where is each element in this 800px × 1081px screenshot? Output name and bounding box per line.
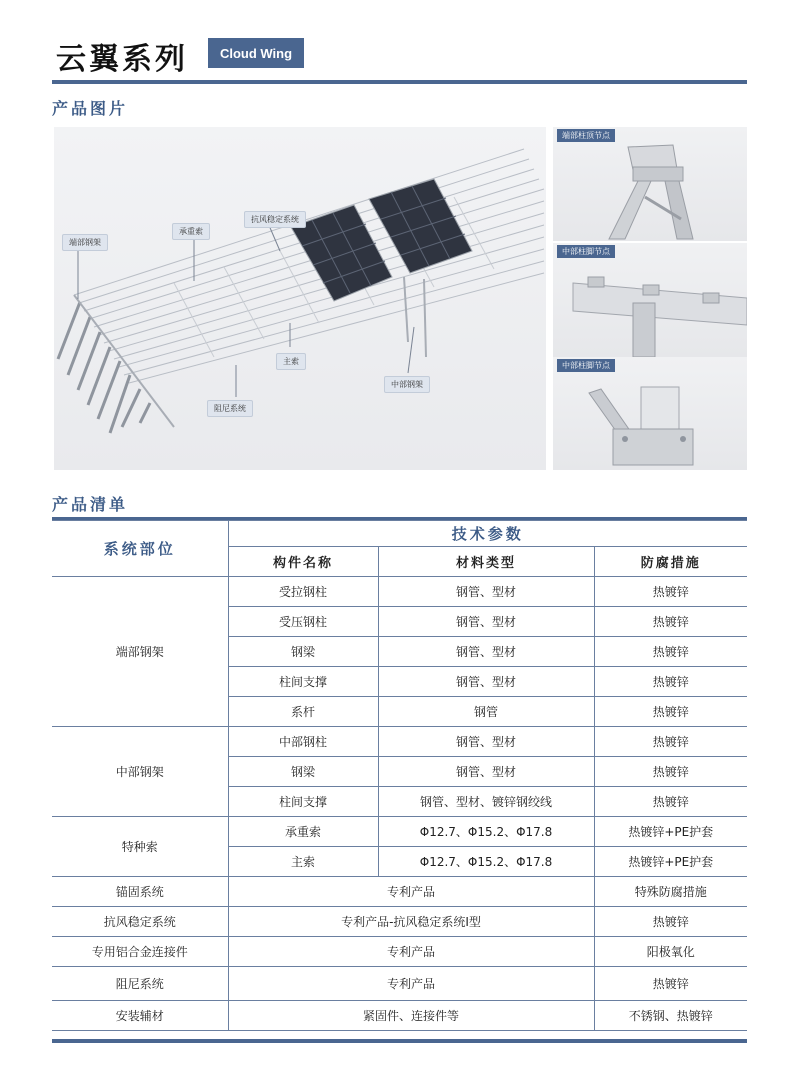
cell-component: 主索: [228, 847, 378, 877]
table-row: [52, 967, 747, 1001]
cell-component: 受压钢柱: [228, 607, 378, 637]
cell-component: 钢梁: [228, 637, 378, 667]
group-special-cable: 特种索: [52, 817, 228, 877]
callout-damping: 阻尼系统: [207, 400, 253, 417]
table-row: [52, 817, 747, 847]
cell-material: 钢管、型材: [378, 577, 594, 607]
cell-material: 钢管、型材: [378, 727, 594, 757]
cell-position: 安装辅材: [52, 1001, 228, 1031]
header-material: 材料类型: [378, 547, 594, 577]
spec-table: [52, 520, 747, 1031]
table-header-row-1: [52, 521, 747, 547]
cell-component: 柱间支撑: [228, 667, 378, 697]
cell-corrosion: 热镀锌: [594, 697, 747, 727]
cell-corrosion: 热镀锌: [594, 787, 747, 817]
cell-material: Φ12.7、Φ15.2、Φ17.8: [378, 817, 594, 847]
cell-material: 钢管、型材、镀锌钢绞线: [378, 787, 594, 817]
cell-corrosion: 热镀锌: [594, 967, 747, 1001]
header-tech: 技术参数: [228, 521, 747, 547]
cell-corrosion: 热镀锌: [594, 907, 747, 937]
cell-spec: 专利产品: [228, 967, 594, 1001]
top-rule: [52, 80, 747, 84]
cell-corrosion: 热镀锌: [594, 667, 747, 697]
section-title-list: 产品清单: [52, 495, 129, 514]
cell-corrosion: 热镀锌: [594, 607, 747, 637]
cell-material: Φ12.7、Φ15.2、Φ17.8: [378, 847, 594, 877]
cell-position: 专用铝合金连接件: [52, 937, 228, 967]
callout-main-cable: 主索: [276, 353, 306, 370]
cell-corrosion: 阳极氧化: [594, 937, 747, 967]
cell-corrosion: 特殊防腐措施: [594, 877, 747, 907]
callout-wind-system: 抗风稳定系统: [244, 211, 306, 228]
main-product-image: [54, 127, 546, 470]
table-row: [52, 727, 747, 757]
end-column-top-node-illustration: [553, 127, 747, 241]
table-row: [52, 907, 747, 937]
cell-component: 受拉钢柱: [228, 577, 378, 607]
table-row: [52, 1001, 747, 1031]
table-row: [52, 577, 747, 607]
table-row: [52, 937, 747, 967]
cell-spec: 专利产品: [228, 877, 594, 907]
cell-corrosion: 热镀锌+PE护套: [594, 847, 747, 877]
cable-structure-illustration: [54, 127, 546, 470]
cell-corrosion: 热镀锌: [594, 637, 747, 667]
cell-material: 钢管: [378, 697, 594, 727]
callout-middle-frame: 中部钢架: [384, 376, 430, 393]
detail-label-3: 中部柱脚节点: [557, 359, 615, 372]
cell-position: 锚固系统: [52, 877, 228, 907]
callout-bearing-cable: 承重索: [172, 223, 210, 240]
cell-corrosion: 热镀锌: [594, 757, 747, 787]
cell-spec: 专利产品-抗风稳定系统Ⅰ型: [228, 907, 594, 937]
cell-position: 抗风稳定系统: [52, 907, 228, 937]
cell-material: 钢管、型材: [378, 607, 594, 637]
detail-label-2: 中部柱脚节点: [557, 245, 615, 258]
detail-label-1: 端部柱顶节点: [557, 129, 615, 142]
cell-component: 钢梁: [228, 757, 378, 787]
cell-corrosion: 不锈钢、热镀锌: [594, 1001, 747, 1031]
group-end-frame: 端部钢架: [52, 577, 228, 727]
cell-component: 承重索: [228, 817, 378, 847]
detail-photo-middle-column-foot-2: [553, 357, 747, 470]
detail-photo-middle-column-foot-1: [553, 243, 747, 357]
cell-material: 钢管、型材: [378, 667, 594, 697]
table-row: [52, 877, 747, 907]
cell-spec: 紧固件、连接件等: [228, 1001, 594, 1031]
cell-position: 阻尼系统: [52, 967, 228, 1001]
cell-component: 系杆: [228, 697, 378, 727]
header-position: 系统部位: [52, 521, 228, 577]
section-title-pictures: 产品图片: [52, 99, 129, 118]
title-badge: Cloud Wing: [208, 38, 304, 68]
callout-end-frame: 端部钢架: [62, 234, 108, 251]
cell-corrosion: 热镀锌+PE护套: [594, 817, 747, 847]
middle-column-foot-illustration-1: [553, 243, 747, 357]
detail-photo-end-column-top: [553, 127, 747, 241]
page-title: 云翼系列: [56, 42, 188, 77]
bottom-rule: [52, 1039, 747, 1043]
group-middle-frame: 中部钢架: [52, 727, 228, 817]
header-component: 构件名称: [228, 547, 378, 577]
middle-column-foot-illustration-2: [553, 357, 747, 470]
cell-material: 钢管、型材: [378, 637, 594, 667]
cell-corrosion: 热镀锌: [594, 577, 747, 607]
header-corrosion: 防腐措施: [594, 547, 747, 577]
cell-component: 柱间支撑: [228, 787, 378, 817]
cell-component: 中部钢柱: [228, 727, 378, 757]
cell-corrosion: 热镀锌: [594, 727, 747, 757]
cell-spec: 专利产品: [228, 937, 594, 967]
cell-material: 钢管、型材: [378, 757, 594, 787]
